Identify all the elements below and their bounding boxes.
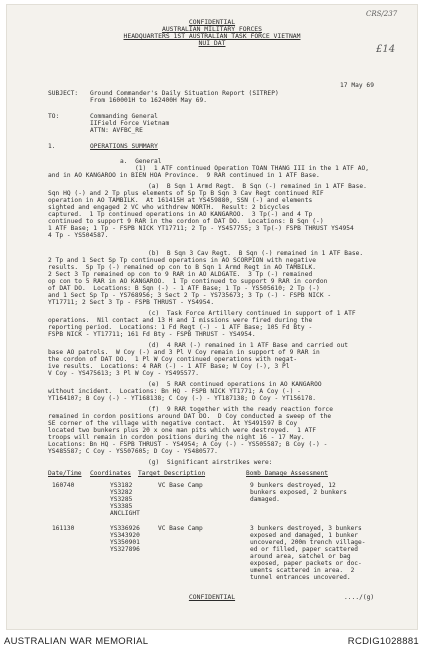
table-row-coord: YS336926	[110, 525, 140, 532]
table-header-target: Target Description	[138, 470, 206, 477]
para-a-line: Sqn HQ (-) and 2 Tp plus elements of Sp Tp B Sqn 3 Cav Regt continued RIF	[48, 190, 324, 197]
header-line-3: NUI DAT	[198, 39, 226, 47]
para-f-line: YS485587; C Coy - YS507605; D Coy - YS480577.	[48, 448, 218, 455]
table-row-coord: YS3285	[110, 496, 133, 503]
para-f-line: (f) 9 RAR together with the ready reaction force	[148, 406, 333, 413]
para-b-line: 2 Tp and 1 Sect Sp Tp continued operations in AO SCORPION with negative	[48, 257, 317, 264]
para-c-line: FSPB NICK - YT17711; 161 Fd Bty - FSPB THRUST - YS4954.	[48, 331, 256, 338]
subject-line-2: From 160001H to 162400H May 69.	[90, 97, 208, 104]
classification-bottom: CONFIDENTIAL	[188, 593, 236, 601]
subsection-general: a. General	[120, 158, 162, 165]
table-row-bda-line: exposed and damaged, 1 bunker	[250, 532, 359, 539]
para-f-line: troops will remain in cordon positions during the night 16 - 17 May.	[48, 434, 305, 441]
para-f-line: Locations: Bn HQ - FSPB THRUST - YS4954; A Coy (-) - YS505587; B Coy (-) -	[48, 441, 328, 448]
table-row-coord: YS343920	[110, 532, 140, 539]
para-b-line: results. Sp Tp (-) remained op con to B Sqn 1 Armd Regt in AO TAMBILK.	[48, 264, 317, 271]
table-row-bda-line: uments scattered in area. 2	[250, 567, 355, 574]
to-line-1: Commanding General	[90, 113, 158, 120]
table-row-bda-line: uncovered, 200m trench village-	[250, 539, 366, 546]
para-d-line: V Coy - YS475613; 3 Pl W Coy - YS495577.	[48, 370, 200, 377]
table-row-bda-line: ed or filled, paper scattered	[250, 546, 359, 553]
para-f-line: located two bunkers plus 20 x one man pits which were destroyed. 1 ATF	[48, 427, 317, 434]
para-e-line: without incident. Locations: Bn HQ - FSPB NICK YT1771; A Coy (-) -	[48, 388, 301, 395]
table-row-bda-line: bunkers exposed, 2 bunkers	[250, 489, 347, 496]
table-row-coord: YS327896	[110, 546, 140, 553]
para-f-line: remained in cordon positions around DAT DO. D Coy conducted a sweep of the	[48, 413, 332, 420]
archive-id: RCDIG1028881	[347, 636, 419, 647]
table-row-coord: YS3182	[110, 482, 133, 489]
to-line-3: ATTN: AVFBC_RE	[90, 127, 143, 134]
para-c-line: operations. Nil contact and 13 H and I missions were fired during the	[48, 317, 313, 324]
para-1-line: (1) 1 ATF continued Operation TOAN THANG III in the 1 ATF AO,	[135, 165, 370, 172]
para-e-line: (e) 5 RAR continued operations in AO KANGAROO	[148, 381, 322, 388]
archive-footer	[0, 632, 425, 654]
table-row-coord: YS3385	[110, 503, 133, 510]
para-d-line: ive results. Locations: 4 RAR (-) - 1 ATF Base; W Coy (-), 3 Pl	[48, 363, 290, 370]
table-row-bda-line: damaged.	[250, 496, 280, 503]
para-1-line: and in AO KANGAROO in BIEN HOA Province. 9 RAR continued in 1 ATF Base.	[48, 172, 320, 179]
table-row-coord: ANCLIGHT	[110, 510, 140, 517]
para-d-line: (d) 4 RAR (-) remained in 1 ATF Base and carried out	[148, 342, 349, 349]
table-row-bda-line: exposed, paper packets or doc-	[250, 560, 362, 567]
table-header-datetime: Date/Time	[48, 470, 82, 477]
para-a-line: 4 Tp - YS504587.	[48, 232, 109, 239]
section-title: OPERATIONS SUMMARY	[90, 143, 158, 150]
para-f-line: SE corner of the village with negative contact. At YS491597 B Coy	[48, 420, 298, 427]
archive-name: AUSTRALIAN WAR MEMORIAL	[4, 636, 149, 647]
para-d-line: base AO patrols. W Coy (-) and 3 Pl V Coy remain in support of 9 RAR in	[48, 349, 320, 356]
continuation-marker: ..../(g)	[344, 594, 375, 601]
para-a-line: captured. 1 Tp continued operations in AO KANGAROO. 3 Tp(-) and 4 Tp	[48, 211, 313, 218]
para-c-line: (c) Task Force Artillery continued in support of 1 ATF	[148, 310, 356, 317]
to-line-2: IIField Force Vietnam	[90, 120, 170, 127]
para-b-line: of DAT DO. Locations: B Sqn (-) - 1 ATF Base; 1 Tp - YS505610; 2 Tp (-)	[48, 285, 320, 292]
para-b-line: 2 Sect 3 Tp remained op con to 9 RAR in AO ALDGATE. 3 Tp (-) remained	[48, 271, 313, 278]
handwritten-reference: CRS/237	[366, 10, 398, 18]
para-a-line: (a) B Sqn 1 Armd Regt. B Sqn (-) remained in 1 ATF Base.	[148, 183, 367, 190]
table-row-target: VC Base Camp	[158, 525, 203, 532]
para-b-line: op con to 5 RAR in AO KANGAROO. 1 Tp continued to support 9 RAR in cordon	[48, 278, 328, 285]
table-row-coord: YS3282	[110, 489, 133, 496]
para-e-line: YT164107; B Coy (-) - YT168138; C Coy (-) - YT187138; D Coy - YT156178.	[48, 395, 317, 402]
para-d-line: the cordon of DAT DO. 1 Pl W Coy continued operations with negat-	[48, 356, 298, 363]
table-row-datetime: 160740	[52, 482, 75, 489]
para-c-line: reporting period. Locations: 1 Fd Regt (-) - 1 ATF Base; 105 Fd Bty -	[48, 324, 313, 331]
para-b-line: and 1 Sect Sp Tp - YS768956; 3 Sect 2 Tp - YS735673; 3 Tp (-) - FSPB NICK -	[48, 292, 332, 299]
table-header-coordinates: Coordinates	[90, 470, 131, 477]
subject-line-1: Ground Commander's Daily Situation Report (SITREP)	[90, 90, 279, 97]
to-label: TO:	[48, 113, 60, 120]
table-row-bda-line: around area, satchel or bag	[250, 553, 351, 560]
document-page	[6, 4, 418, 630]
para-b-line: YT17711; 2 Sect 3 Tp - FSPB THRUST - YS4954.	[48, 299, 215, 306]
para-a-line: sighted and engaged 2 VC who withdrew NORTH. Result: 2 bicycles	[48, 204, 290, 211]
table-row-bda-line: 3 bunkers destroyed, 3 bunkers	[250, 525, 362, 532]
table-row-bda-line: tunnel entrances uncovered.	[250, 574, 351, 581]
header-line-2: HEADQUARTERS 1ST AUSTRALIAN TASK FORCE VIETNAM	[123, 32, 301, 40]
header-line-1: AUSTRALIAN MILITARY FORCES	[161, 25, 263, 33]
document-date: 17 May 69	[340, 82, 374, 89]
para-a-line: 1 ATF Base; 1 Tp - FSPB NICK YT17711; 2 Tp - YS457755; 3 Tp(-) FSPB THRUST YS4954	[48, 225, 354, 232]
table-row-bda-line: 9 bunkers destroyed, 12	[250, 482, 336, 489]
classification-top: CONFIDENTIAL	[188, 18, 236, 26]
table-row-datetime: 161130	[52, 525, 75, 532]
handwritten-folio: £14	[376, 44, 396, 55]
table-header-bda: Bomb Damage Assessment	[246, 470, 328, 477]
para-a-line: operation in AO TAMBILK. At 161415H at YS459880, SSN (-) and elements	[48, 197, 313, 204]
table-row-target: VC Base Camp	[158, 482, 203, 489]
subject-label: SUBJECT:	[48, 90, 79, 97]
table-row-coord: YS350901	[110, 539, 140, 546]
para-b-line: (b) B Sqn 3 Cav Regt. B Sqn (-) remained in 1 ATF Base.	[148, 250, 364, 257]
para-a-line: continued to support 9 RAR in the cordon of DAT DO. Locations: B Sqn (-)	[48, 218, 324, 225]
para-g-line: (g) Significant airstrikes were:	[148, 459, 273, 466]
section-number: 1.	[48, 143, 56, 150]
